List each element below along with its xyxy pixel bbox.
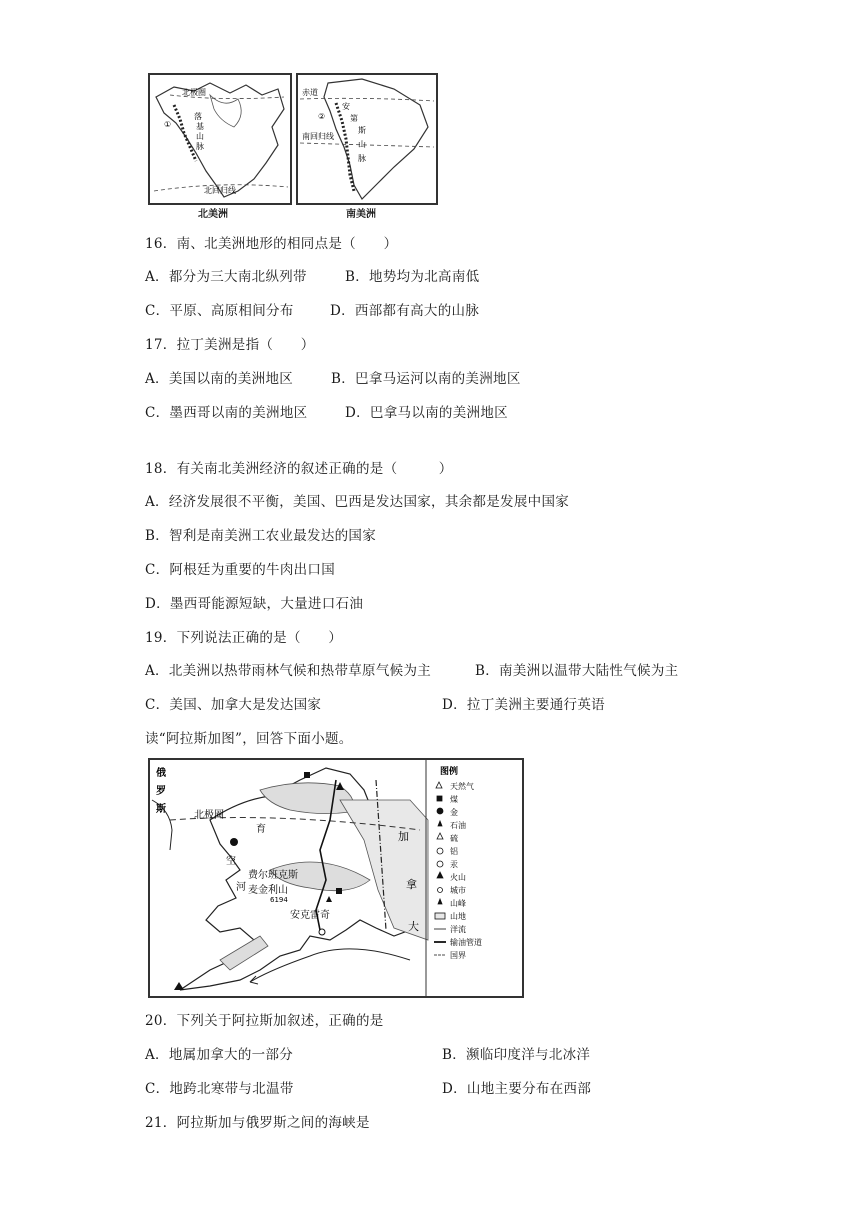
legend-item: 铝 — [450, 847, 458, 856]
legend-item: 金 — [450, 808, 458, 817]
q16-option-b: B．地势均为北高南低 — [345, 269, 480, 285]
q17-stem: 17．拉丁美洲是指（ ） — [145, 337, 315, 353]
q18-option-b: B．智利是南美洲工农业最发达的国家 — [145, 528, 377, 544]
q20-option-d: D．山地主要分布在西部 — [442, 1081, 592, 1097]
q18-stem: 18．有关南北美洲经济的叙述正确的是（ ） — [145, 461, 453, 477]
label-rocky-1: 落 — [194, 112, 202, 121]
legend-item: 石油 — [450, 821, 466, 830]
label-region-2: ② — [318, 112, 326, 121]
label-russia-1: 俄 — [156, 768, 166, 779]
label-arctic-circle: 北极圈 — [182, 88, 206, 97]
legend-item: 洋流 — [450, 925, 466, 934]
q20-options-row1 — [145, 1043, 591, 1063]
q16-stem: 16．南、北美洲地形的相同点是（ ） — [145, 236, 398, 252]
label-andes-5: 脉 — [358, 154, 366, 163]
legend-item: 硫 — [450, 834, 458, 843]
legend-item: 天然气 — [450, 782, 474, 791]
q20-option-b: B．濒临印度洋与北冰洋 — [442, 1047, 591, 1063]
q17-option-d: D．巴拿马以南的美洲地区 — [345, 405, 508, 421]
legend-item: 输油管道 — [450, 938, 482, 947]
label-tropic-capricorn: 南回归线 — [302, 132, 334, 141]
legend-item: 城市 — [450, 886, 466, 895]
q17-option-c: C．墨西哥以南的美洲地区 — [145, 405, 308, 421]
legend-item: 火山 — [450, 873, 466, 882]
label-tropic-cancer: 北回归线 — [204, 186, 236, 195]
q18-option-c: C．阿根廷为重要的牛肉出口国 — [145, 562, 336, 578]
q17-options-row1 — [145, 367, 521, 387]
q19-option-a: A．北美洲以热带雨林气候和热带草原气候为主 — [145, 663, 432, 679]
q19-options-row2 — [145, 693, 605, 713]
label-mckinley: 麦金利山 — [248, 885, 288, 896]
label-rocky-4: 脉 — [196, 142, 204, 151]
label-region-1: ① — [164, 120, 172, 129]
label-canada-1: 加 — [398, 830, 409, 843]
q16-option-a: A．都分为三大南北纵列带 — [145, 269, 307, 285]
label-andes-1: 安 — [342, 102, 350, 111]
q17-option-a: A．美国以南的美洲地区 — [145, 371, 294, 387]
q17-option-b: B．巴拿马运河以南的美洲地区 — [331, 371, 521, 387]
q16-options-row2 — [145, 299, 480, 319]
q16-option-d: D．西部都有高大的山脉 — [330, 303, 480, 319]
label-elevation: 6194 — [270, 896, 288, 904]
q20-option-a: A．地属加拿大的一部分 — [145, 1047, 294, 1063]
q16-options-row1 — [145, 265, 480, 285]
label-canada-2: 拿 — [406, 878, 417, 891]
legend-item: 汞 — [450, 860, 458, 869]
legend-item: 山峰 — [450, 899, 466, 908]
label-canada-3: 大 — [408, 920, 419, 933]
label-anchorage: 安克雷奇 — [290, 910, 330, 921]
q16-option-c: C．平原、高原相间分布 — [145, 303, 294, 319]
legend-item: 山地 — [450, 912, 466, 921]
legend-title: 图例 — [440, 767, 459, 777]
map-legend — [434, 765, 482, 960]
label-rocky-2: 基 — [196, 122, 204, 131]
q19-option-d: D．拉丁美洲主要通行英语 — [442, 697, 605, 713]
label-fairbanks: 费尔班克斯 — [248, 870, 298, 881]
q19-options-row1 — [145, 659, 679, 679]
map-south-america — [296, 73, 438, 205]
map-alaska — [148, 758, 524, 998]
caption-north-america: 北美洲 — [198, 209, 228, 220]
label-yukon-1: 育 — [256, 824, 266, 835]
q19-option-c: C．美国、加拿大是发达国家 — [145, 697, 322, 713]
label-russia-2: 罗 — [156, 786, 166, 797]
north-america-outline — [150, 75, 290, 203]
label-andes-4: 山 — [358, 140, 366, 149]
south-america-outline — [298, 75, 436, 203]
q21-stem: 21．阿拉斯加与俄罗斯之间的海峡是 — [145, 1115, 370, 1131]
q17-options-row2 — [145, 401, 508, 421]
alaska-map-drawing — [150, 760, 522, 996]
q18-option-d: D．墨西哥能源短缺，大量进口石油 — [145, 596, 364, 612]
legend-item: 国界 — [450, 951, 466, 960]
q18-option-a: A．经济发展很不平衡，美国、巴西是发达国家，其余都是发展中国家 — [145, 494, 570, 510]
label-rocky-3: 山 — [196, 132, 204, 141]
label-yukon-2: 空 — [226, 856, 236, 867]
label-andes-3: 斯 — [358, 126, 366, 135]
label-equator: 赤道 — [302, 88, 318, 97]
q19-option-b: B．南美洲以温带大陆性气候为主 — [475, 663, 679, 679]
q20-option-c: C．地跨北寒带与北温带 — [145, 1081, 294, 1097]
label-andes-2: 第 — [350, 114, 358, 123]
label-yukon-3: 河 — [236, 882, 246, 893]
label-arctic-circle-alaska: 北极圈 — [194, 810, 224, 821]
q19-stem: 19．下列说法正确的是（ ） — [145, 630, 343, 646]
q20-options-row2 — [145, 1077, 592, 1097]
caption-south-america: 南美洲 — [346, 209, 376, 220]
q20-stem: 20．下列关于阿拉斯加叙述，正确的是 — [145, 1013, 384, 1029]
label-russia-3: 斯 — [156, 804, 166, 815]
map-north-america — [148, 73, 292, 205]
intro-alaska: 读“阿拉斯加图”，回答下面小题。 — [145, 731, 353, 747]
legend-item: 煤 — [450, 795, 458, 804]
